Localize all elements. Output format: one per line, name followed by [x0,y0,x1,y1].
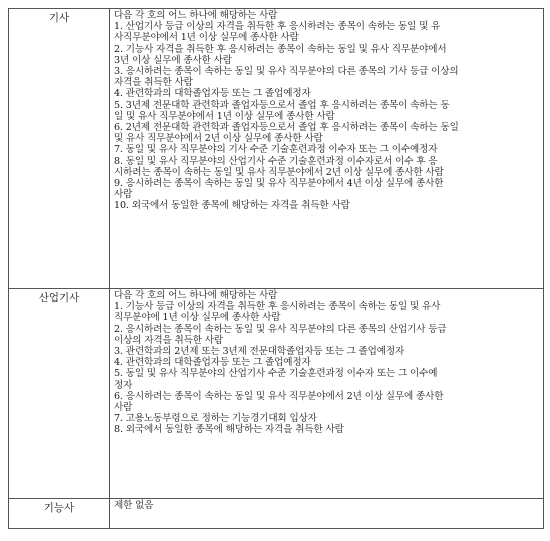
requirement-line: 1. 기능사 등급 이상의 자격을 취득한 후 응시하려는 종목이 속하는 동일 및 유사 [114,301,441,313]
requirements-cell [110,9,544,289]
requirement-line: 5. 동일 및 유사 직무분야의 산업기사 수준 기술훈련과정 이수자 또는 그 이수예 [114,368,438,380]
category-cell [9,289,110,499]
requirement-line: 사람 [114,189,133,201]
requirement-line: 2. 기능사 자격을 취득한 후 응시하려는 종목이 속하는 동일 및 유사 직무분야에서 [114,43,447,55]
requirement-line: 4. 관련학과의 대학졸업자등 또는 그 졸업예정자 [114,357,311,369]
requirement-line: 직무분야에 1년 이상 실무에 종사한 사람 [114,312,281,324]
requirement-line: 일 및 유사 직무분야에서 1년 이상 실무에 종사한 사람 [114,110,335,122]
category-label: 기능사 [43,502,75,514]
requirement-line: 5. 3년제 전문대학 관련학과 졸업자등으로서 졸업 후 응시하려는 종목이 속하는 동 [114,99,450,111]
category-label: 기사 [48,12,70,24]
table-row [9,289,544,499]
category-cell [9,499,110,529]
requirement-line: 1. 산업기사 등급 이상의 자격을 취득한 후 응시하려는 종목이 속하는 동일 및 유 [114,21,441,33]
requirement-line: 8. 동일 및 유사 직무분야의 산업기사 수준 기술훈련과정 이수자로서 이수 후 응 [114,155,438,167]
requirement-line: 다음 각 호의 어느 하나에 해당하는 사람 [114,10,278,21]
requirement-line: 2. 응시하려는 종목이 속하는 동일 및 유사 직무분야의 다른 종목의 산업기사 등급 [114,323,447,335]
category-label: 산업기사 [38,292,80,304]
requirement-line: 8. 외국에서 동일한 종목에 해당하는 자격을 취득한 사람 [114,424,344,436]
qualification-table [8,8,544,529]
requirements-cell [110,499,544,529]
category-cell [9,9,110,289]
requirement-line: 자격을 취득한 사람 [114,77,193,89]
requirement-line: 사직무분야에서 1년 이상 실무에 종사한 사람 [114,32,299,44]
requirement-line: 시하려는 종목이 속하는 동일 및 유사 직무분야에서 2년 이상 실무에 종사한 사람 [114,166,444,178]
requirement-line: 정자 [114,379,133,391]
requirement-line: 7. 동일 및 유사 직무분야의 기사 수준 기술훈련과정 이수자 또는 그 이수예정자 [114,144,438,156]
requirements-cell [110,289,544,499]
requirement-line: 6. 2년제 전문대학 관련학과 졸업자등으로서 졸업 후 응시하려는 종목이 속하는 동일 [114,122,459,134]
table-row [9,499,544,529]
requirement-line: 3년 이상 실무에 종사한 사람 [114,54,232,66]
requirement-line: 7. 고용노동부령으로 정하는 기능경기대회 입상자 [114,413,317,425]
requirement-line: 9. 응시하려는 종목이 속하는 동일 및 유사 직무분야에서 4년 이상 실무에 종사한 [114,178,444,190]
requirement-line: 6. 응시하려는 종목이 속하는 동일 및 유사 직무분야에서 2년 이상 실무에 종사한 [114,390,444,402]
requirement-line: 이상의 자격을 취득한 사람 [114,334,223,346]
table-row [9,9,544,289]
requirement-line: 3. 관련학과의 2년제 또는 3년제 전문대학졸업자등 또는 그 졸업예정자 [114,346,405,358]
requirement-line: 사람 [114,402,133,414]
requirement-line: 다음 각 호의 어느 하나에 해당하는 사람 [114,290,278,301]
requirement-line: 제한 없음 [114,500,154,511]
requirement-line: 10. 외국에서 동일한 종목에 해당하는 자격을 취득한 사람 [114,200,350,212]
requirement-line: 및 유사 직무분야에서 2년 이상 실무에 종사한 사람 [114,133,323,145]
requirement-line: 3. 응시하려는 종목이 속하는 동일 및 유사 직무분야의 다른 종목의 기사 등급 이상의 [114,66,459,78]
requirement-line: 4. 관련학과의 대학졸업자등 또는 그 졸업예정자 [114,88,311,100]
